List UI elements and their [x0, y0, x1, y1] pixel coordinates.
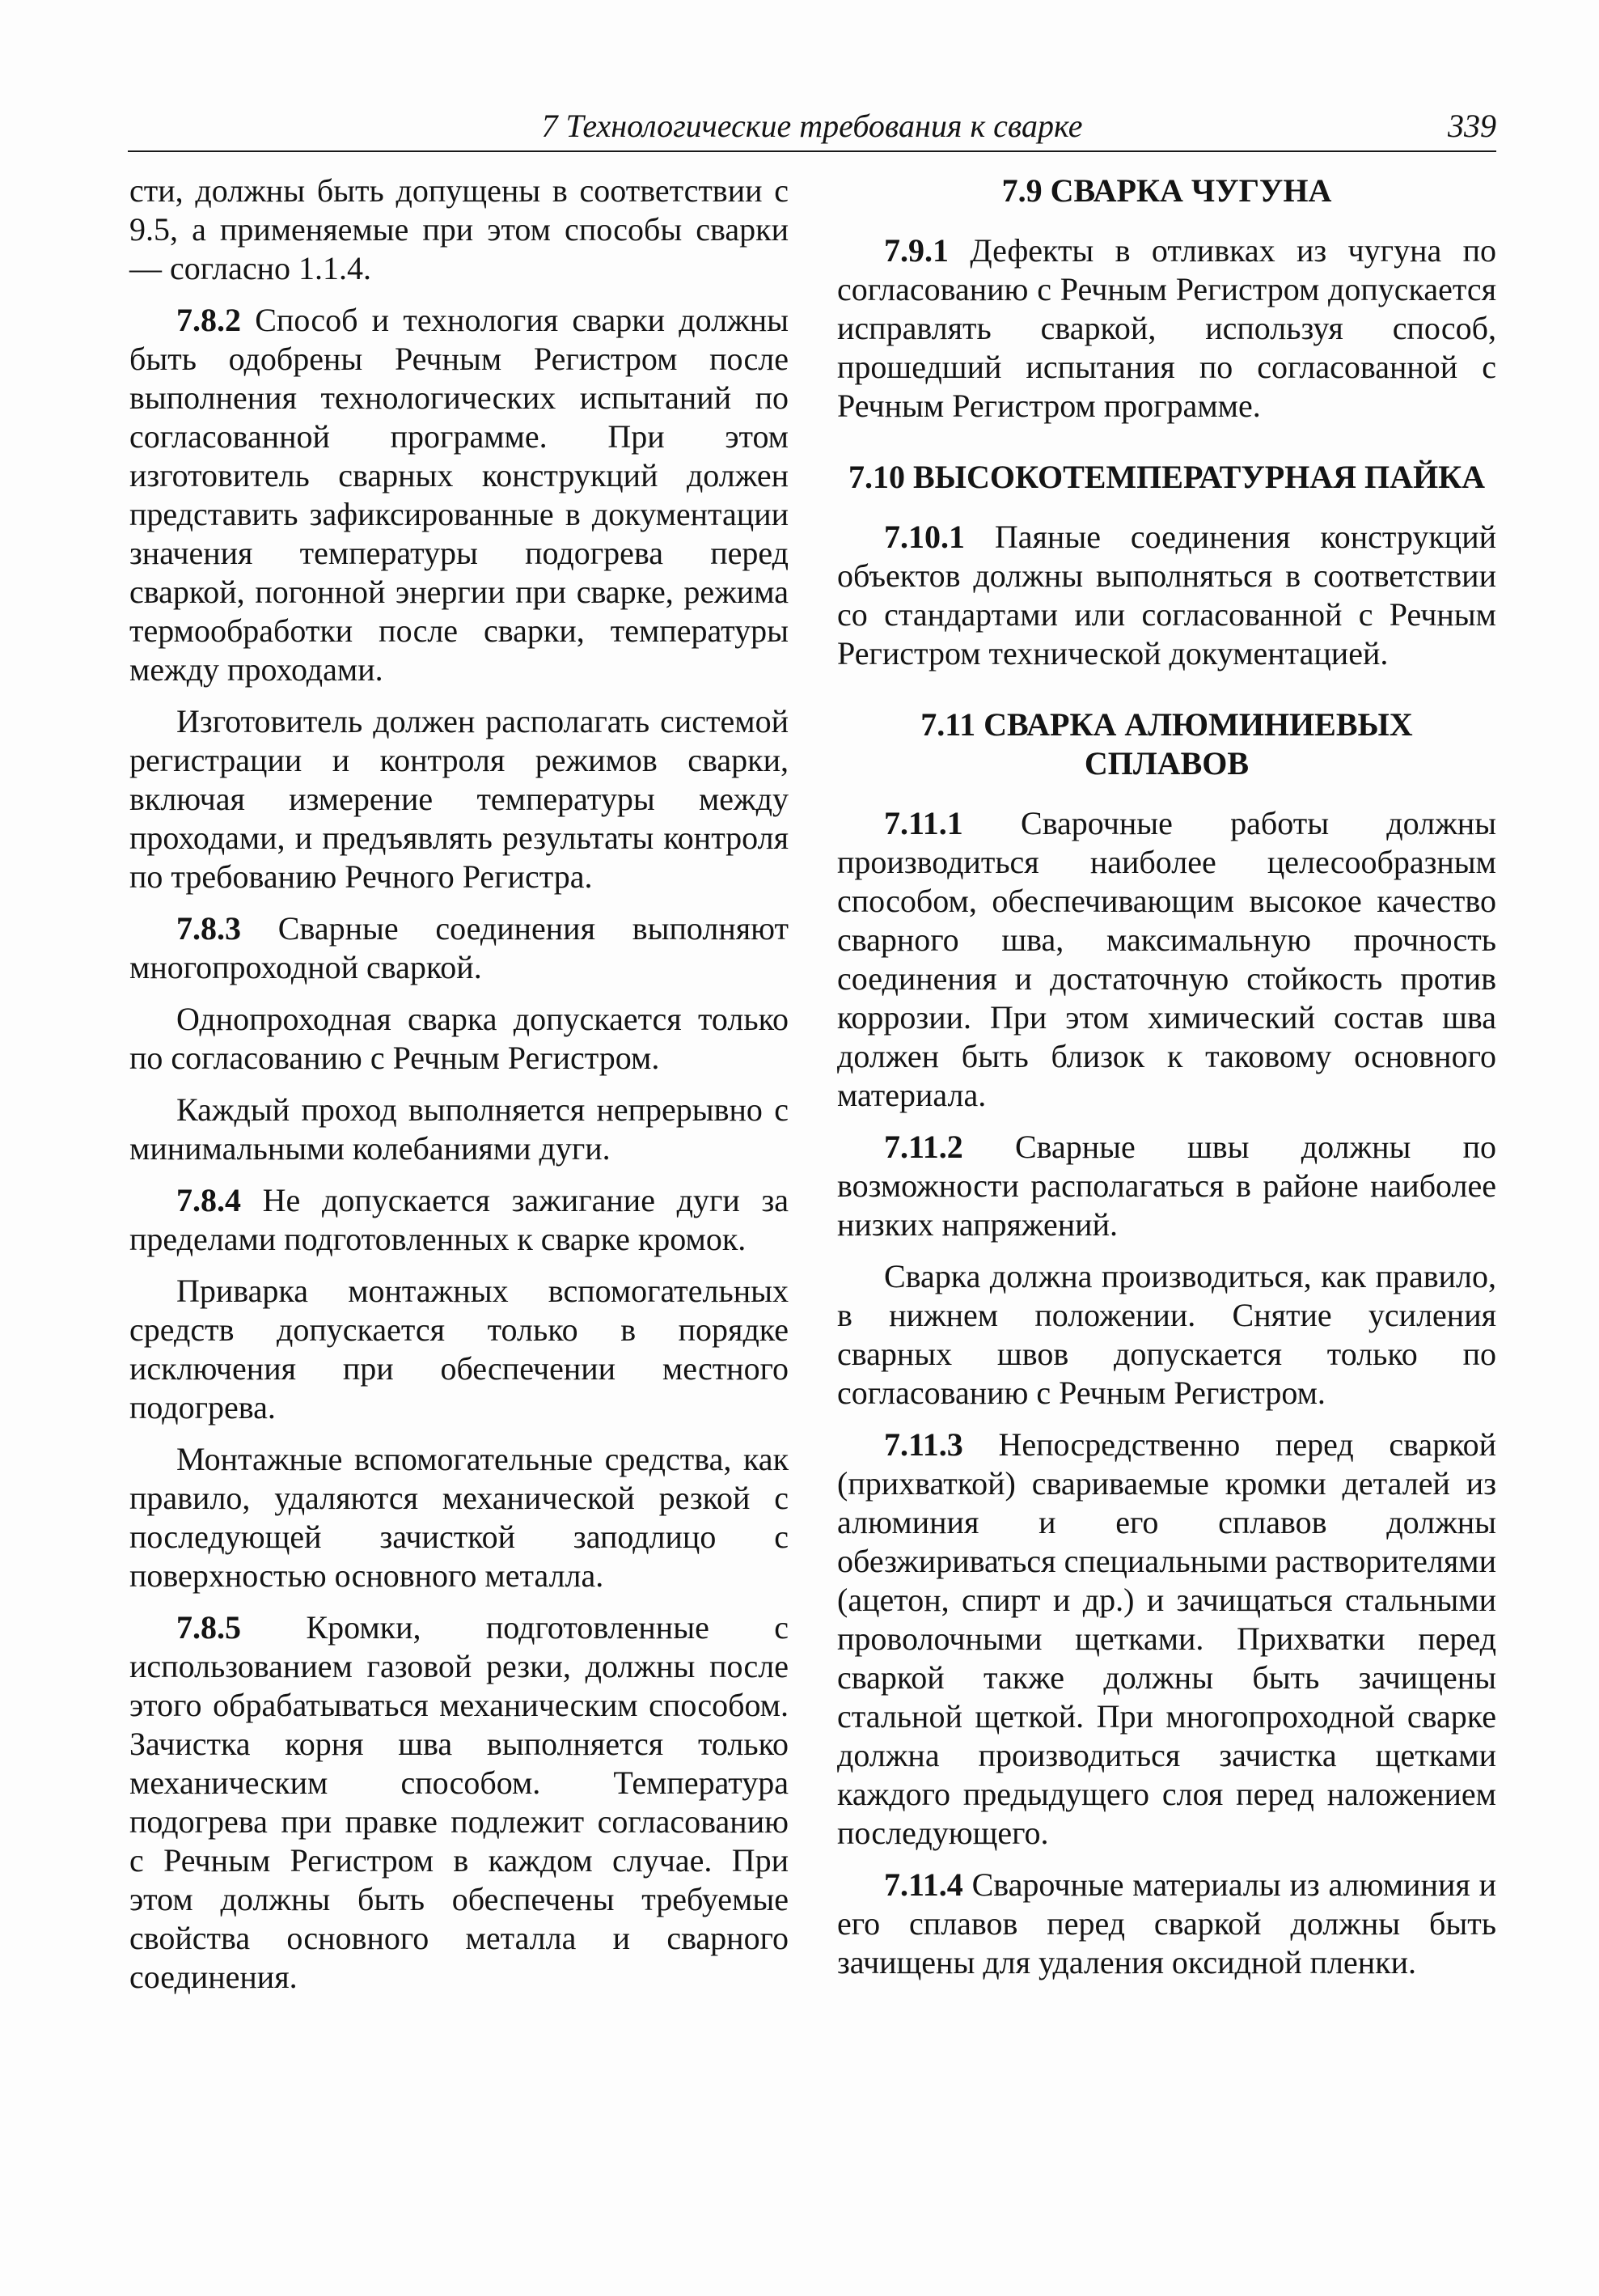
chapter-title: 7 Технологические требования к сварке	[541, 108, 1083, 144]
clause-7-11-3	[837, 1425, 1496, 1853]
clause-number: 7.8.4	[176, 1182, 241, 1218]
clause-text: Не допускается зажигание дуги за пределами подготовленных к сварке кромок.	[129, 1182, 789, 1257]
clause-number: 7.10.1	[884, 519, 965, 555]
clause-text: Способ и технология сварки должны быть одобрены Речным Регистром после выполнения технологических испытаний по согласованной программе. При этом изготовитель сварных конструкций должен представить зафиксированные в документации значения температуры подогрева перед сваркой, погонной энергии при сварке, режима термообработки после сварки, температуры между проходами.	[129, 302, 789, 688]
paragraph	[129, 1272, 789, 1427]
clause-text: Дефекты в отливках из чугуна по согласованию с Речным Регистром допускается исправлять сваркой, используя способ, прошедший испытания по согласованной с Речным Регистром программе.	[837, 232, 1496, 424]
section-heading-7-11	[837, 705, 1496, 783]
section-heading-7-10: 7.10 ВЫСОКОТЕМПЕРАТУРНАЯ ПАЙКА	[848, 459, 1486, 495]
running-header	[128, 107, 1496, 152]
clause-number: 7.11.3	[884, 1426, 963, 1463]
clause-number: 7.8.2	[176, 302, 241, 338]
clause-text: Сварные соединения выполняют многопроходной сваркой.	[129, 910, 789, 985]
clause-7-8-2	[129, 301, 789, 689]
paragraph	[129, 702, 789, 896]
paragraph-text: Сварка должна производиться, как правило, в нижнем положении. Снятие усиления сварных швов допускается только по согласованию с Речным Регистром.	[837, 1258, 1496, 1411]
paragraph	[129, 1000, 789, 1078]
paragraph-continuation	[129, 172, 789, 288]
right-column	[837, 172, 1496, 1995]
paragraph-text: Каждый проход выполняется непрерывно с минимальными колебаниями дуги.	[129, 1091, 789, 1167]
section-heading-7-9: 7.9 СВАРКА ЧУГУНА	[1001, 172, 1332, 209]
paragraph	[129, 1091, 789, 1168]
clause-7-11-2	[837, 1128, 1496, 1244]
clause-7-8-3	[129, 909, 789, 987]
paragraph-text: Приварка монтажных вспомогательных средств допускается только в порядке исключения при обеспечении местного подогрева.	[129, 1273, 789, 1425]
clause-7-11-1	[837, 804, 1496, 1115]
clause-number: 7.8.5	[176, 1609, 241, 1646]
clause-number: 7.9.1	[884, 232, 949, 269]
paragraph-text: сти, должны быть допущены в соответствии с 9.5, а применяемые при этом способы сварки — согласно 1.1.4.	[129, 172, 789, 286]
clause-7-8-4	[129, 1181, 789, 1259]
clause-7-10-1	[837, 518, 1496, 673]
paragraph	[129, 1440, 789, 1595]
paragraph	[837, 1257, 1496, 1413]
clause-text: Сварочные работы должны производиться наиболее целесообразным способом, обеспечивающим высокое качество сварного шва, максимальную прочность соединения и достаточную стойкость против коррозии. При этом химический состав шва должен быть близок к таковому основного материала.	[837, 805, 1496, 1113]
clause-number: 7.8.3	[176, 910, 241, 947]
heading-line: СПЛАВОВ	[1084, 745, 1250, 782]
left-column	[129, 172, 789, 2010]
paragraph-text: Однопроходная сварка допускается только по согласованию с Речным Регистром.	[129, 1001, 789, 1076]
clause-number: 7.11.4	[884, 1866, 963, 1903]
paragraph-text: Изготовитель должен располагать системой регистрации и контроля режимов сварки, включая измерение температуры между проходами, и предъявлять результаты контроля по требованию Речного Регистра.	[129, 703, 789, 895]
clause-text: Сварочные материалы из алюминия и его сплавов перед сваркой должны быть зачищены для удаления оксидной пленки.	[837, 1866, 1496, 1980]
clause-text: Непосредственно перед сваркой (прихваткой) свариваемые кромки деталей из алюминия и его сплавов должны обезжириваться специальными растворителями (ацетон, спирт и др.) и зачищаться стальными проволочными щетками. Прихватки перед сваркой также должны быть зачищены стальной щеткой. При многопроходной сварке должна производиться зачистка щетками каждого предыдущего слоя перед наложением последующего.	[837, 1426, 1496, 1851]
page-number: 339	[1448, 108, 1496, 144]
clause-7-11-4	[837, 1866, 1496, 1982]
paragraph-text: Монтажные вспомогательные средства, как правило, удаляются механической резкой с последующей зачисткой заподлицо с поверхностью основного металла.	[129, 1441, 789, 1594]
clause-text: Кромки, подготовленные с использованием газовой резки, должны после этого обрабатываться механическим способом. Зачистка корня шва выполняется только механическим способом. Температура подогрева при правке подлежит согласованию с Речным Регистром в каждом случае. При этом должны быть обеспечены требуемые свойства основного металла и сварного соединения.	[129, 1609, 789, 1995]
clause-text: Паяные соединения конструкций объектов должны выполняться в соответствии со стандартами или согласованной с Речным Регистром технической документацией.	[837, 519, 1496, 671]
heading-line: 7.11 СВАРКА АЛЮМИНИЕВЫХ	[920, 706, 1413, 743]
clause-7-9-1	[837, 231, 1496, 426]
clause-text: Сварные швы должны по возможности располагаться в районе наиболее низких напряжений.	[837, 1129, 1497, 1243]
clause-number: 7.11.2	[884, 1129, 963, 1165]
clause-7-8-5	[129, 1608, 789, 1997]
clause-number: 7.11.1	[884, 805, 963, 841]
